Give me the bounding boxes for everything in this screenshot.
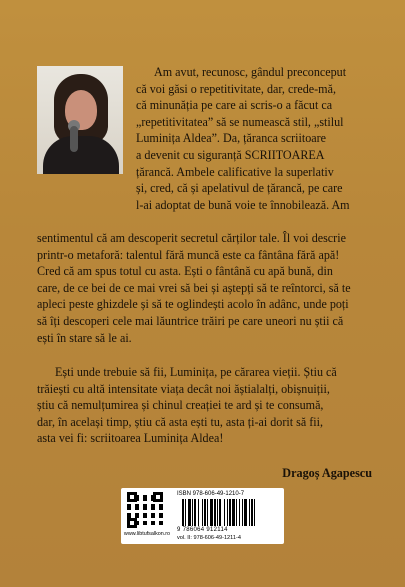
- text-line: asta vei fi: scriitoarea Luminița Aldea!: [37, 431, 224, 446]
- qr-finder: [153, 492, 163, 502]
- text-line: Cred că am spus totul cu asta. Ești o fântână cu apă bună, din: [37, 264, 333, 279]
- barcode-bar: [214, 499, 216, 526]
- text-line: sentimentul că am descoperit secretul cărților tale. Îl voi descrie: [37, 231, 346, 245]
- microphone-handle: [70, 126, 78, 152]
- barcode-digits: 9 786064 912114: [177, 527, 228, 533]
- text-line: știu că nemulțumirea și chinul creației te ard și te consumă,: [37, 398, 324, 413]
- paragraph-2: [37, 230, 376, 346]
- isbn-volume: vol. II: 978-606-49-1211-4: [177, 535, 241, 541]
- text-line: printr-o metaforă: talentul fără muncă este ca fântâna fără apă!: [37, 247, 340, 262]
- barcode-bar: [227, 499, 228, 526]
- text-line: apleci peste ghizdele și să te oglindești acolo în adânc, unde poți: [37, 297, 349, 312]
- barcode-bar: [198, 499, 199, 526]
- barcode-bar: [224, 499, 225, 526]
- barcode-bar: [244, 499, 247, 526]
- barcode-bar: [242, 499, 243, 526]
- barcode-bar: [194, 499, 196, 526]
- text-line: să îți descoperi cele mai lăuntrice trăiri pe care uneori nu știi că: [37, 313, 344, 328]
- barcode-bar: [232, 499, 235, 526]
- barcode-bar: [207, 499, 208, 526]
- qr-finder: [127, 518, 137, 528]
- text-line: Ești unde trebuie să fii, Luminița, pe cărarea vieții. Știu că: [55, 365, 337, 379]
- text-line: „repetitivitatea” să se numească stil, „stilul: [136, 114, 344, 129]
- barcode-bar: [236, 499, 237, 526]
- text-line: a devenit cu siguranță SCRIITOAREA: [136, 147, 325, 162]
- barcode-bar: [192, 499, 193, 526]
- isbn-barcode-block: [121, 488, 284, 544]
- text-line: dar, în același timp, știu că asta ești tu, asta ți-ai dorit să fii,: [37, 414, 323, 429]
- barcode-bars: [181, 499, 277, 526]
- text-line: țărancă. Ambele calificative la superlativ: [136, 164, 334, 179]
- barcode-bar: [251, 499, 253, 526]
- author-signature: Dragoș Agapescu: [282, 466, 372, 480]
- barcode-bar: [185, 499, 186, 526]
- barcode-bar: [239, 499, 240, 526]
- text-line: și, cred, că și apelativul de țărancă, pe care: [136, 181, 343, 196]
- text-line: care, de ce bei de ce mai vrei să bei și aștepți să te reîntorci, să te: [37, 280, 351, 295]
- barcode-bar: [204, 499, 206, 526]
- qr-finder: [127, 492, 137, 502]
- barcode-bar: [219, 499, 221, 526]
- author-photo: [37, 66, 123, 174]
- paragraph-1: [136, 64, 376, 213]
- text-line: că voi găsi o repetitivitate, dar, crede-mă,: [136, 81, 336, 96]
- text-line: Luminița Aldea”. Da, țăranca scriitoare: [136, 131, 327, 146]
- text-line: l-ai adoptat de bună voie te înnobilează. Am: [136, 197, 350, 212]
- barcode-bar: [202, 499, 203, 526]
- text-line: ești în stare să le ai.: [37, 330, 132, 345]
- barcode-bar: [229, 499, 231, 526]
- paragraph-3: [37, 364, 376, 447]
- text-line: trăiești cu altă intensitate viața decât noi ăștialalți, obișnuiții,: [37, 381, 330, 396]
- publisher-website: www.libtufsalkon.ro: [123, 531, 171, 537]
- isbn-label: ISBN 978-606-49-1210-7: [177, 491, 245, 497]
- barcode-bar: [182, 499, 184, 526]
- barcode-bar: [217, 499, 218, 526]
- barcode-bar: [249, 499, 250, 526]
- qr-code-icon: [127, 492, 163, 528]
- text-line: că minunăția pe care ai scris-o a făcut ca: [136, 98, 333, 113]
- barcode-bar: [254, 499, 255, 526]
- photo-body: [43, 136, 119, 174]
- text-line: Am avut, recunosc, gândul preconceput: [154, 65, 347, 79]
- barcode-bar: [210, 499, 213, 526]
- barcode-bar: [188, 499, 191, 526]
